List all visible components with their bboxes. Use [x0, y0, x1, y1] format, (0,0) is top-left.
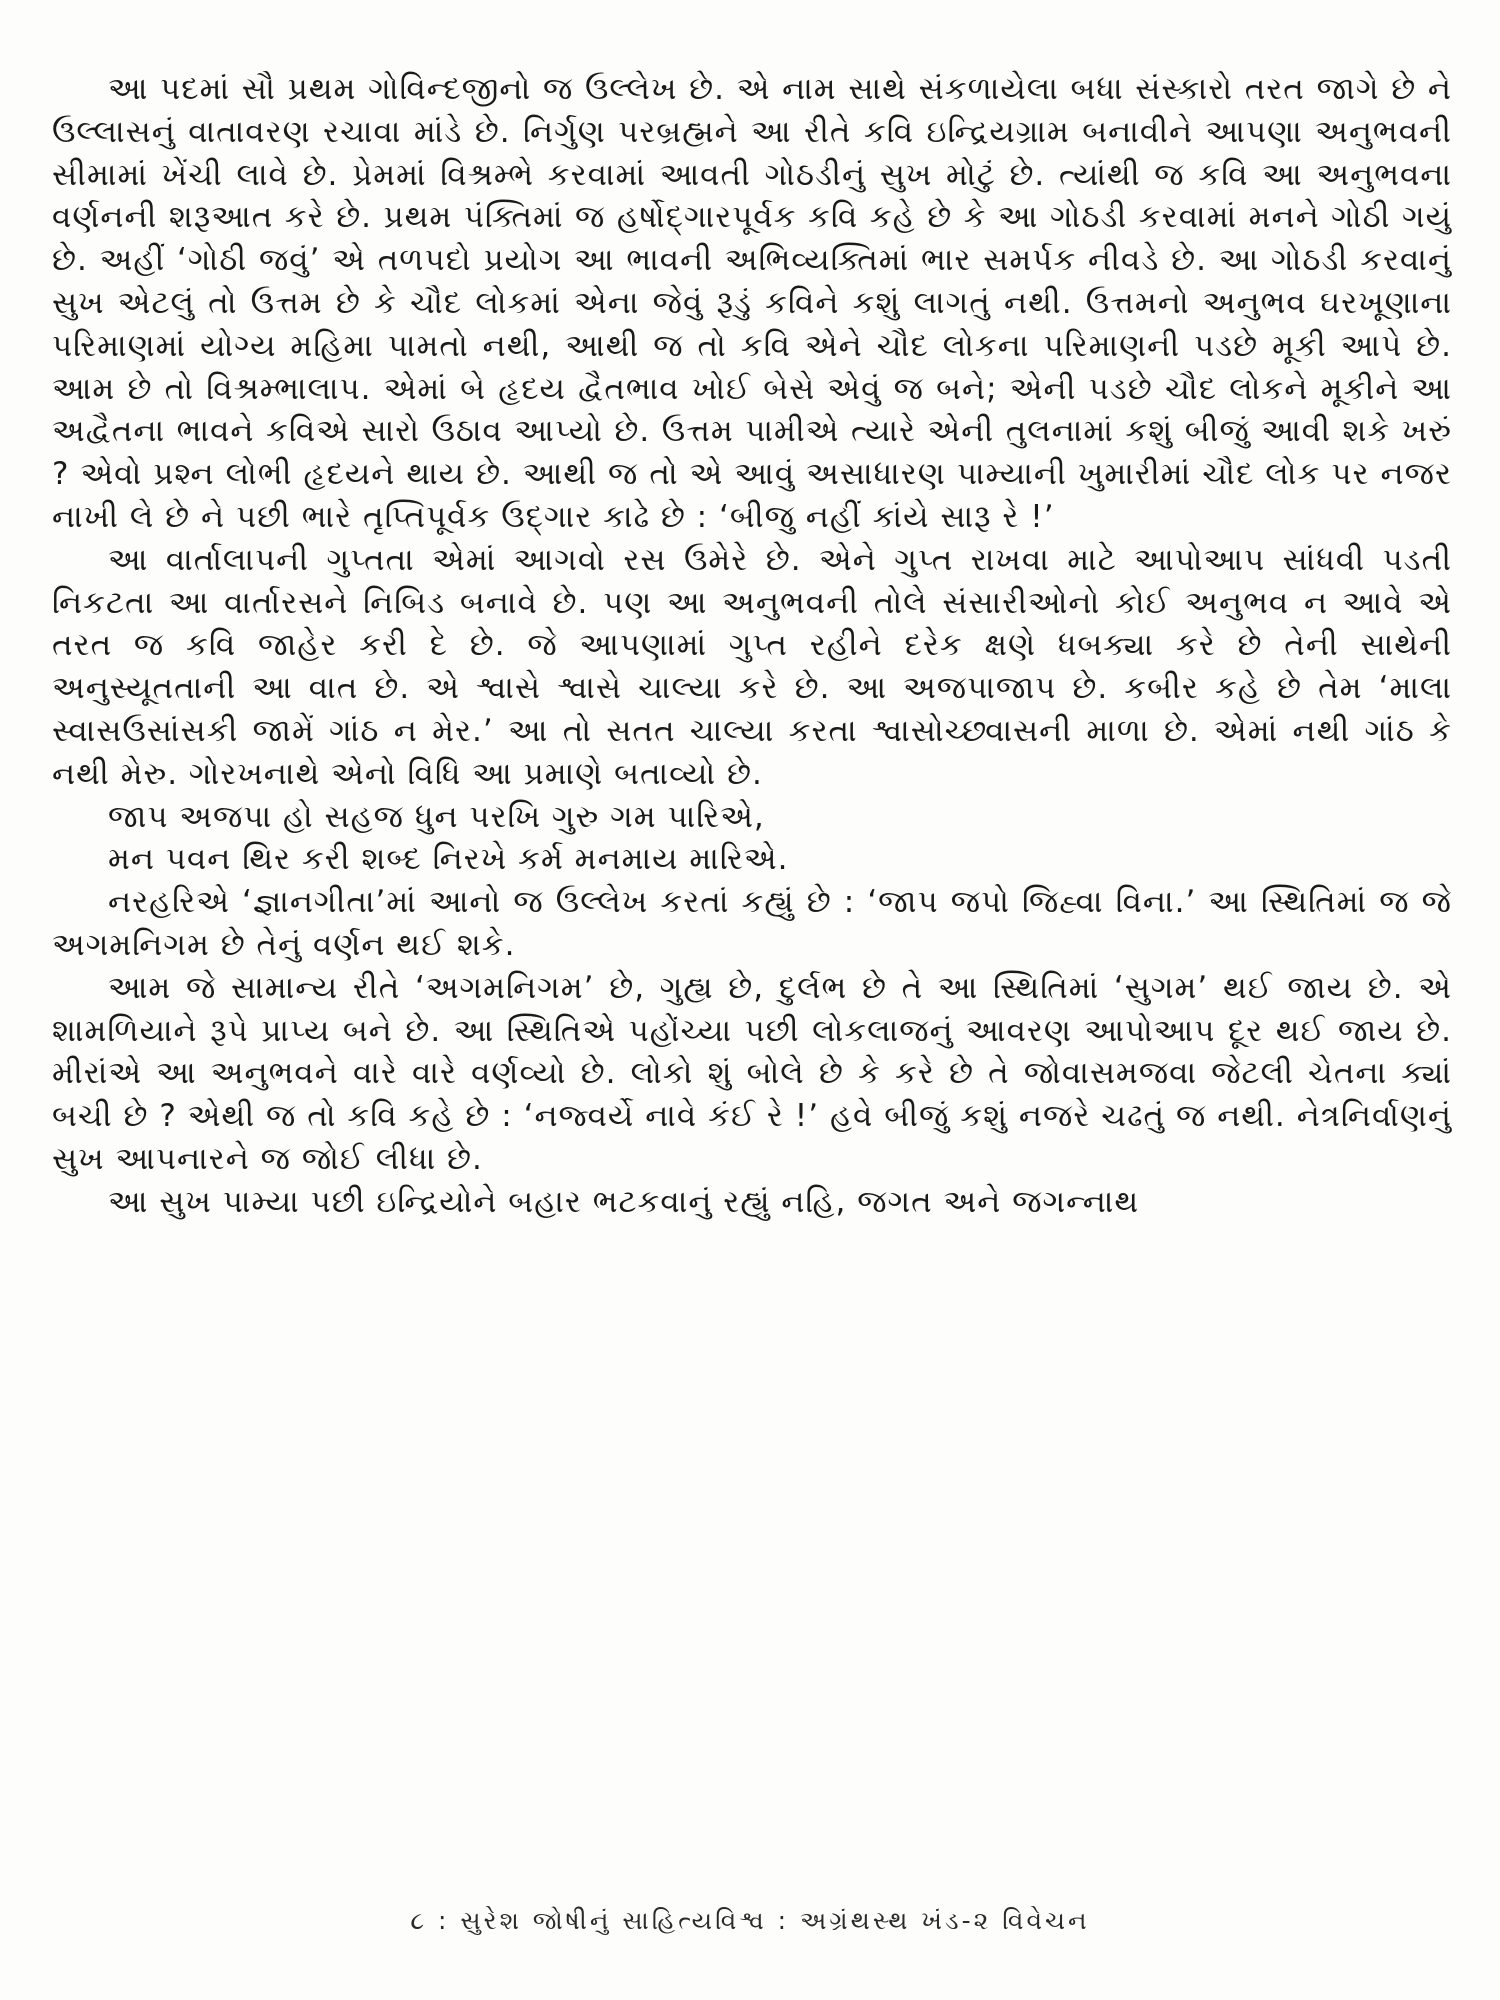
- body-text: [52, 68, 1452, 1224]
- verse-line-1: જાપ અજપા હો સહજ ધુન પરખિ ગુરુ ગમ પારિએ,: [108, 798, 765, 835]
- paragraph-1: આ પદમાં સૌ પ્રથમ ગોવિન્દજીનો જ ઉલ્લેખ છે. એ નામ સાથે સંકળાયેલા બધા સંસ્કારો તરત જાગે છે ને ઉલ્લાસનું વાતાવરણ રચાવા માંડે છે. નિર્ગુણ પરબ્રહ્મને આ રીતે કવિ ઇન્દ્રિયગ્રામ બનાવીને આપણા અનુભવની સીમામાં ખેંચી લાવે છે. પ્રેમમાં વિશ્રમ્ભે કરવામાં આવતી ગોઠડીનું સુખ મોટું છે. ત્યાંથી જ કવિ આ અનુભવના વર્ણનની શરૂઆત કરે છે. પ્રથમ પંક્તિમાં જ હર્ષોદ્ગારપૂર્વક કવિ કહે છે કે આ ગોઠડી કરવામાં મનને ગોઠી ગયું છે. અહીં ‘ગોઠી જવું’ એ તળપદો પ્રયોગ આ ભાવની અભિવ્યક્તિમાં ભાર સમર્પક નીવડે છે. આ ગોઠડી કરવાનું સુખ એટલું તો ઉત્તમ છે કે ચૌદ લોકમાં એના જેવું રૂડું કવિને કશું લાગતું નથી. ઉત્તમનો અનુભવ ઘરખૂણાના પરિમાણમાં યોગ્ય મહિમા પામતો નથી, આથી જ તો કવિ એને ચૌદ લોકના પરિમાણની પડછે મૂકી આપે છે. આમ છે તો વિશ્રમ્ભાલાપ. એમાં બે હૃદય દ્વૈતભાવ ખોઈ બેસે એવું જ બને; એની પડછે ચૌદ લોકને મૂકીને આ અદ્વૈતના ભાવને કવિએ સારો ઉઠાવ આપ્યો છે. ઉત્તમ પામીએ ત્યારે એની તુલનામાં કશું બીજું આવી શકે ખરું ? એવો પ્રશ્ન લોભી હૃદયને થાય છે. આથી જ તો એ આવું અસાધારણ પામ્યાની ખુમારીમાં ચૌદ લોક પર નજર નાખી લે છે ને પછી ભારે તૃપ્તિપૂર્વક ઉદ્ગાર કાઢે છે : ‘બીજુ નહીં કાંયે સારૂ રે !’: [52, 71, 1452, 535]
- paragraph-5: આ સુખ પામ્યા પછી ઇન્દ્રિયોને બહાર ભટકવાનું રહ્યું નહિ, જગત અને જગન્નાથ: [108, 1183, 1140, 1220]
- verse-line-2: મન પવન થિર કરી શબ્દ નિરખે કર્મ મનમાય મારિએ.: [108, 841, 789, 878]
- paragraph-4: આમ જે સામાન્ય રીતે ‘અગમનિગમ’ છે, ગુહ્ય છે, દુર્લભ છે તે આ સ્થિતિમાં ‘સુગમ’ થઈ જાય છે. એ શામળિયાને રૂપે પ્રાપ્ય બને છે. આ સ્થિતિએ પહોંચ્યા પછી લોકલાજનું આવરણ આપોઆપ દૂર થઈ જાય છે. મીરાંએ આ અનુભવને વારે વારે વર્ણવ્યો છે. લોકો શું બોલે છે કે કરે છે તે જોવાસમજવા જેટલી ચેતના ક્યાં બચી છે ? એથી જ તો કવિ કહે છે : ‘નજ્વર્યે નાવે કંઈ રે !’ હવે બીજું કશું નજરે ચઢતું જ નથી. નેત્રનિર્વાણનું સુખ આપનારને જ જોઈ લીધા છે.: [52, 969, 1452, 1177]
- paragraph-3: નરહરિએ ‘જ્ઞાનગીતા’માં આનો જ ઉલ્લેખ કરતાં કહ્યું છે : ‘જાપ જપો જિહ્વા વિના.’ આ સ્થિતિમાં જ જે અગમનિગમ છે તેનું વર્ણન થઈ શકે.: [52, 884, 1452, 963]
- paragraph-2: આ વાર્તાલાપની ગુપ્તતા એમાં આગવો રસ ઉમેરે છે. એને ગુપ્ત રાખવા માટે આપોઆપ સાંધવી પડતી નિકટતા આ વાર્તારસને નિબિડ બનાવે છે. પણ આ અનુભવની તોલે સંસારીઓનો કોઈ અનુભવ ન આવે એ તરત જ કવિ જાહેર કરી દે છે. જે આપણામાં ગુપ્ત રહીને દરેક ક્ષણે ધબક્યા કરે છે તેની સાથેની અનુસ્યૂતતાની આ વાત છે. એ શ્વાસે શ્વાસે ચાલ્યા કરે છે. આ અજપાજાપ છે. કબીર કહે છે તેમ ‘માલા સ્વાસઉસાંસકી જામેં ગાંઠ ન મેર.’ આ તો સતત ચાલ્યા કરતા શ્વાસોચ્છ્વાસની માળા છે. એમાં નથી ગાંઠ કે નથી મેરુ. ગોરખનાથે એનો વિધિ આ પ્રમાણે બતાવ્યો છે.: [52, 541, 1452, 792]
- page-footer: ૮ : સુરેશ જોષીનું સાહિત્યવિશ્વ : અગ્રંથસ્થ ખંડ-૨ વિવેચન: [410, 1906, 1090, 1935]
